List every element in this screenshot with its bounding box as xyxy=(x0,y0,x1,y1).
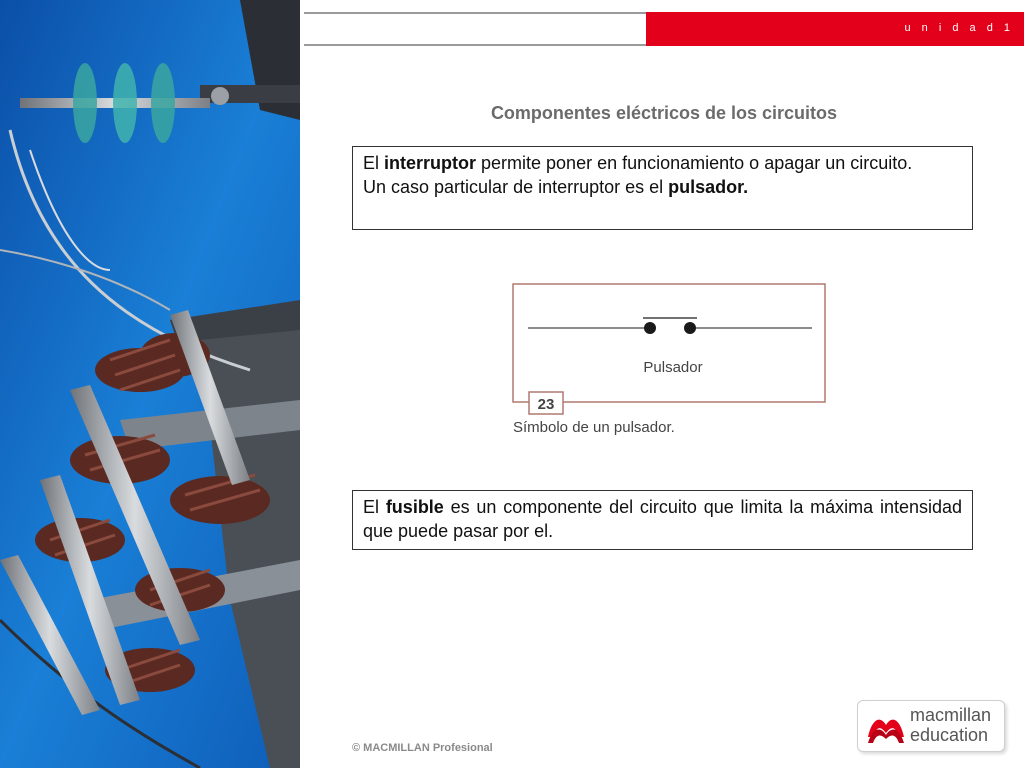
copyright-notice: © MACMILLAN Profesional xyxy=(352,742,493,754)
header-grey-bar xyxy=(304,12,646,46)
term-fusible: fusible xyxy=(385,497,444,517)
figure-number: 23 xyxy=(537,396,555,413)
term-pulsador: pulsador. xyxy=(668,177,749,197)
text-segment: permite poner en funcionamiento o apagar un circuito. xyxy=(476,153,913,173)
text-segment: El xyxy=(363,153,385,173)
contact-left xyxy=(644,322,656,334)
interruptor-definition xyxy=(363,151,962,175)
interruptor-text-box xyxy=(352,146,973,230)
contact-right xyxy=(684,322,696,334)
pulsador-symbol-figure xyxy=(500,280,840,440)
pulsador-note xyxy=(363,175,962,199)
symbol-label: Pulsador xyxy=(643,359,703,376)
text-segment: El xyxy=(363,497,386,517)
fusible-text-box xyxy=(352,490,973,550)
slide-title: Componentes eléctricos de los circuitos xyxy=(490,103,838,123)
term-interruptor: interruptor xyxy=(384,153,477,173)
power-insulator-illustration xyxy=(0,0,300,768)
header-red-bar xyxy=(646,12,1024,46)
macmillan-logo-mark-icon xyxy=(866,707,906,745)
unit-label: u n i d a d 1 xyxy=(904,22,1014,34)
logo-wordmark xyxy=(910,705,991,745)
figure-caption: Símbolo de un pulsador. xyxy=(513,419,675,436)
pulsador-symbol-diagram xyxy=(500,280,840,440)
text-segment: Un caso particular de interruptor es el xyxy=(363,177,669,197)
hero-photo-power-insulators xyxy=(0,0,300,768)
logo-line-macmillan: macmillan xyxy=(910,705,992,725)
macmillan-education-logo xyxy=(857,700,1005,752)
logo-line-education: education xyxy=(910,725,989,745)
figure-frame xyxy=(513,284,825,402)
text-segment: es un componente del circuito que limita la máxima intensidad que puede pasar por el. xyxy=(363,497,963,541)
